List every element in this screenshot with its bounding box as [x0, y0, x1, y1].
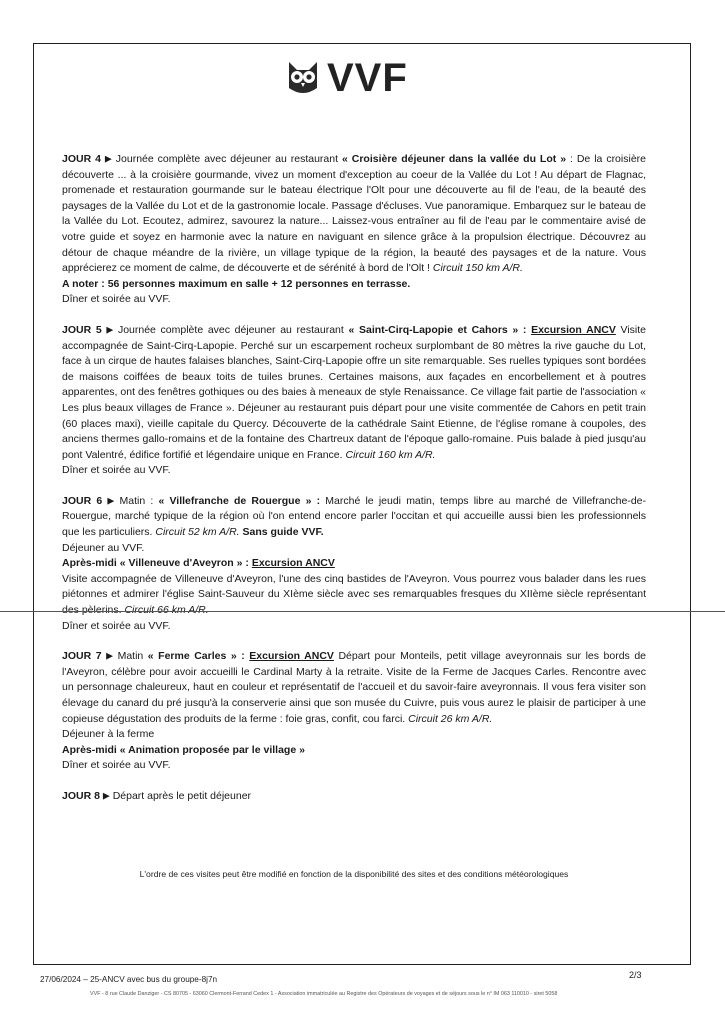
- day-label: JOUR 5: [62, 323, 102, 336]
- day-description: [62, 789, 646, 805]
- text-run: Excursion ANCV: [249, 650, 334, 663]
- day-label: JOUR 8: [62, 789, 100, 802]
- text-run: Dîner et soirée au VVF.: [62, 293, 171, 306]
- day-line: [62, 541, 646, 557]
- day-section: [62, 323, 646, 479]
- text-run: Dîner et soirée au VVF.: [62, 619, 171, 632]
- text-run: Circuit 150 km A/R.: [432, 262, 523, 275]
- day-label: JOUR 7: [62, 650, 102, 663]
- day-description: [62, 649, 646, 727]
- text-run: Sans guide VVF.: [239, 526, 324, 539]
- day-line: [62, 743, 646, 759]
- day-section: [62, 789, 646, 805]
- vvf-logo: [283, 56, 443, 100]
- text-run: Circuit 26 km A/R.: [408, 712, 493, 725]
- text-run: Matin: [113, 650, 148, 663]
- day-line: [62, 277, 646, 293]
- text-run: Circuit 52 km A/R.: [155, 526, 240, 539]
- arrow-icon: ▶: [106, 324, 114, 335]
- day-description: [62, 152, 646, 277]
- arrow-icon: ▶: [106, 650, 114, 661]
- text-run: Départ après le petit déjeuner: [109, 789, 252, 802]
- day-section: [62, 152, 646, 308]
- text-run: Départ pour Monteils, petit village aveyronnais sur les bords de l'Aveyron, célèbre pour avoir accueilli le Cardinal Marty à la retraite. Visite de la Ferme de Jacques Carles. Rencontre avec un personnage chaleureux, haut en couleur et représentatif de l'accueil et du savoir-faire aveyronnais. Il vous fera visiter son élevage du canard du pré jusqu'à la conserverie ainsi que son musée du Cuivre, puis vous aurez le plaisir de participer à une copieuse dégustation des produits de la ferme : foie gras, confit, cou farci.: [62, 650, 647, 725]
- text-run: Excursion ANCV: [251, 557, 335, 570]
- day-section: [62, 494, 646, 634]
- text-run: Après-midi « Villeneuve d'Aveyron » :: [62, 557, 252, 570]
- text-run: Marché le jeudi matin, temps libre au marché de Villefranche-de-Rouergue, marché typique de la région où l'on entend encore parler l'occitan et qui accueille aussi bien les professionnels que les particuliers.: [62, 494, 646, 539]
- text-run: « Villefranche de Rouergue » :: [158, 494, 321, 507]
- day-label: JOUR 4: [62, 153, 101, 165]
- text-run: Dîner et soirée au VVF.: [62, 464, 171, 477]
- footnote: L'ordre de ces visites peut être modifié en fonction de la disponibilité des sites et des conditions météorologiques: [139, 869, 569, 879]
- text-run: « Croisière déjeuner dans la vallée du Lot »: [341, 153, 567, 165]
- day-description: [62, 323, 646, 463]
- arrow-icon: ▶: [102, 790, 110, 801]
- text-run: « Ferme Carles » :: [147, 650, 250, 663]
- day-line: [62, 292, 646, 308]
- day-line: [62, 727, 646, 743]
- text-run: Journée complète avec déjeuner au restaurant: [111, 153, 342, 165]
- text-run: Déjeuner au VVF.: [62, 541, 145, 554]
- arrow-icon: ▶: [104, 153, 112, 164]
- footer-reference: 27/06/2024 – 25-ANCV avec bus du groupe-8j7n: [40, 975, 218, 984]
- owl-logo-icon: [283, 58, 323, 98]
- text-run: Après-midi « Animation proposée par le village »: [62, 743, 305, 756]
- text-run: Visite accompagnée de Villeneuve d'Aveyron, l'une des cinq bastides de l'Aveyron. Vous pourrez vous balader dans les rues piétonnes et admirer l'église Saint-Sauveur du XIème siècle avec ses remarquables fresques du XIIème siècle représentant: [62, 572, 646, 601]
- text-run: Excursion ANCV: [531, 323, 616, 336]
- text-run: Matin :: [114, 494, 159, 507]
- text-run: Journée complète avec déjeuner au restaurant: [113, 323, 349, 336]
- logo-text: VVF: [327, 56, 408, 100]
- text-run: : De la croisière découverte ... à la croisière gourmande, vivez un moment d'exception au coeur de la Vallée du Lot ! Au départ de Flagnac, promenade et restauration gourmande sur le bateau électrique l'Olt pour une découverte au fil de l'eau, de la beauté des paysages de la Vallée du Lot et de la gastronomie locale. Passage d'écluses. Vue panoramique. Embarquez sur le bateau de la Vallée du Lot. Ecoutez, admirez, savourez la nature... Laissez-vous entraîner au fil de l'eau par le commentaire avisé de votre guide et soyez en harmonie avec la nature en naviguant en silence grâce à la propulsion électrique. Découvrez au détour de chaque méandre de la rivière, un village typique de la région, la beauté des paysages et de la nature. Vous apprécierez ce moment de calme, de découverte et de sérénité à bord de l'Olt !: [62, 153, 646, 275]
- day-description: [62, 494, 646, 541]
- day-line: [62, 556, 646, 572]
- day-line: [62, 758, 646, 774]
- day-line: [62, 463, 646, 479]
- text-run: A noter : 56 personnes maximum en salle + 12 personnes en terrasse.: [62, 277, 411, 290]
- footer-legal: VVF - 8 rue Claude Danziger - CS 80705 - 63060 Clermont-Ferrand Cedex 1 - Association immatriculée au Registre des Opérateurs de voyages et de séjours sous le n° IM 063 110010 - siret 5058: [90, 991, 558, 997]
- day-section: [62, 649, 646, 774]
- arrow-icon: ▶: [107, 495, 115, 506]
- text-run: « Saint-Cirq-Lapopie et Cahors » :: [348, 323, 532, 336]
- text-run: Déjeuner à la ferme: [62, 728, 155, 741]
- day-label: JOUR 6: [62, 494, 103, 507]
- day-line: [62, 619, 646, 635]
- program-body: [62, 152, 646, 820]
- text-run: Dîner et soirée au VVF.: [62, 759, 171, 772]
- page-number: 2/3: [629, 970, 642, 980]
- scan-line: [0, 611, 725, 612]
- text-run: Circuit 160 km A/R.: [345, 448, 436, 461]
- text-run: Visite accompagnée de Saint-Cirq-Lapopie. Perché sur un escarpement rocheux surplombant de 80 mètres la rive gauche du Lot, face à un cirque de hautes falaises blanches, Saint-Cirq-Lapopie offre un site remarquable. Ses ruelles typiques sont bordées de maisons coiffées de beaux toits de tuiles brunes. Certaines maisons, aux façades en encorbellement et à poutres apparentes, ont des fenêtres gothiques ou des baies à meneaux de style Renaissance. Ce village fait partie de l'association « Les plus beaux villages de France ». Déjeuner au restaurant puis départ pour une visite commentée de Cahors en petit train (60 places maxi), vieille capitale du Quercy. Découverte de la cathédrale Saint Etienne, de l'église romane à coupoles, des anciens thermes gallo-romains et de la fontaine des Chartreux datant de l'époque gallo-romaine. Puis balade à pied jusqu'au pont Valentré, édifice fortifié et légendaire unique en France.: [62, 323, 647, 461]
